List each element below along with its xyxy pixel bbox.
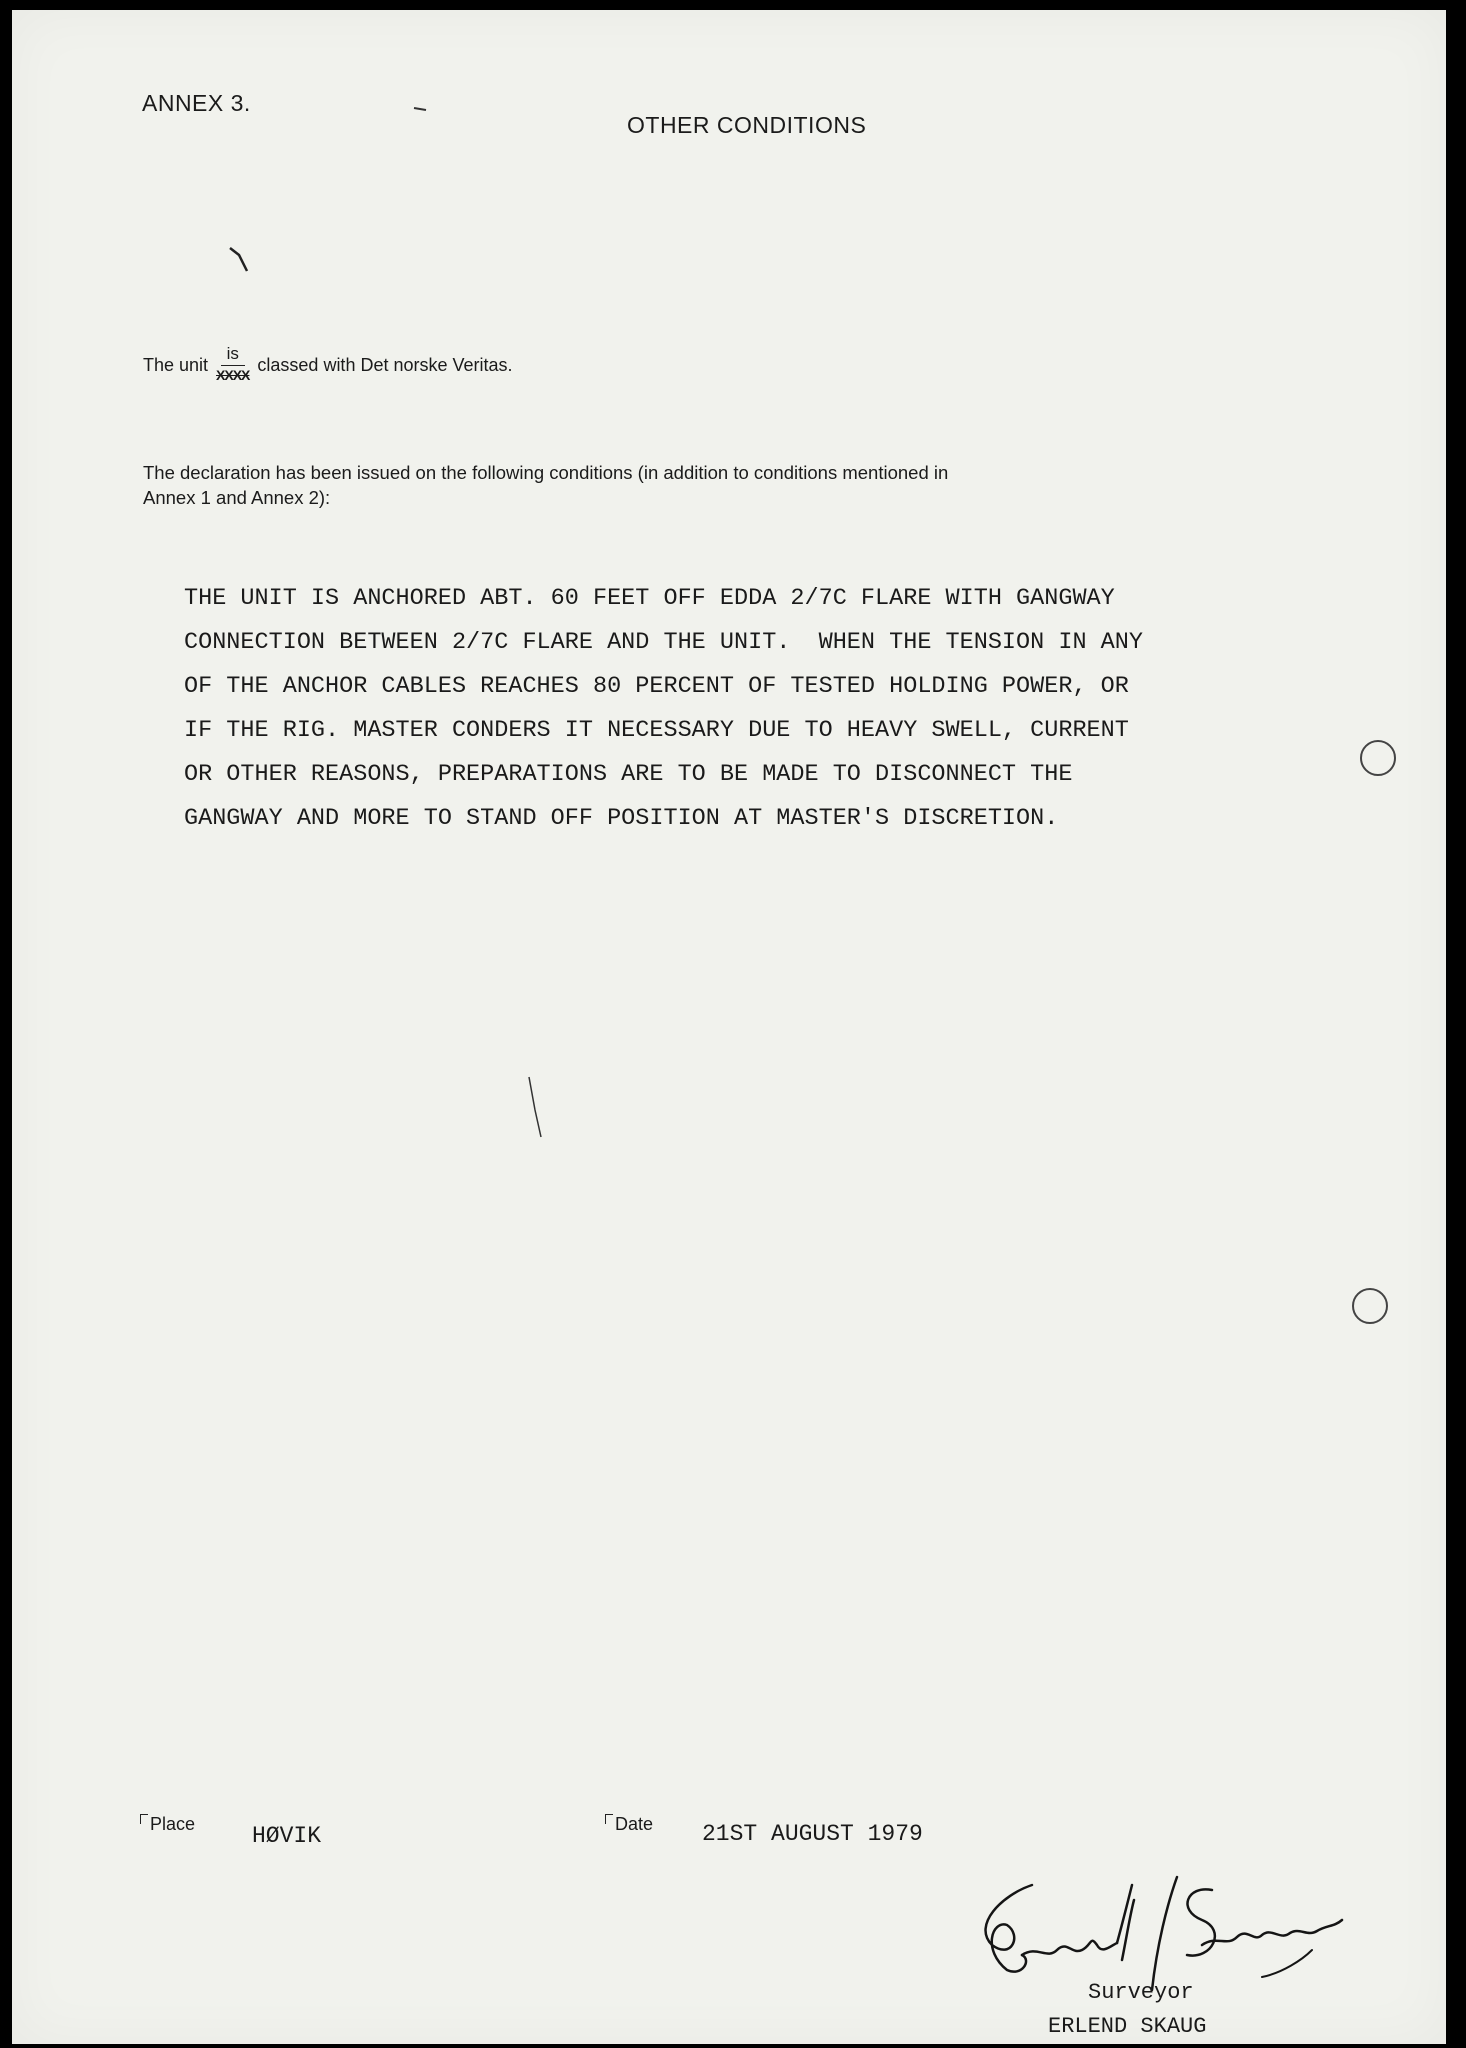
declaration-text <box>143 460 1143 510</box>
corner-mark-icon <box>140 1814 148 1824</box>
place-label <box>140 1814 195 1835</box>
unit-prefix: The unit <box>143 355 209 375</box>
date-label-text: Date <box>615 1814 654 1834</box>
corner-mark-icon <box>605 1814 613 1824</box>
unit-suffix: classed with Det norske Veritas. <box>257 355 513 375</box>
stray-mark-icon <box>227 245 257 285</box>
condition-line: OR OTHER REASONS, PREPARATIONS ARE TO BE MADE TO DISCONNECT THE <box>184 761 1073 788</box>
conditions-body <box>184 577 1414 841</box>
fraction-top: is <box>221 343 245 366</box>
condition-line: THE UNIT IS ANCHORED ABT. 60 FEET OFF EDDA 2/7C FLARE WITH GANGWAY <box>184 585 1115 612</box>
date-value: 21ST AUGUST 1979 <box>702 1821 923 1847</box>
surveyor-name: ERLEND SKAUG <box>1048 2014 1207 2039</box>
paper-sheet <box>12 10 1446 2044</box>
condition-line: OF THE ANCHOR CABLES REACHES 80 PERCENT OF TESTED HOLDING POWER, OR <box>184 673 1129 700</box>
punch-hole-icon <box>1352 1288 1388 1324</box>
place-label-text: Place <box>150 1814 196 1834</box>
stray-mark-icon <box>412 102 432 112</box>
declaration-line: Annex 1 and Annex 2): <box>143 487 331 508</box>
stray-mark-icon <box>527 1075 547 1145</box>
fraction-bottom-struck: XXXX <box>216 367 250 383</box>
condition-line: CONNECTION BETWEEN 2/7C FLARE AND THE UNIT. WHEN THE TENSION IN ANY <box>184 629 1143 656</box>
unit-fraction <box>216 343 249 384</box>
page-title: OTHER CONDITIONS <box>627 112 867 138</box>
date-label <box>605 1814 653 1835</box>
declaration-line: The declaration has been issued on the following conditions (in addition to conditions mentioned in <box>143 462 949 483</box>
condition-line: IF THE RIG. MASTER CONDERS IT NECESSARY DUE TO HEAVY SWELL, CURRENT <box>184 717 1129 744</box>
condition-line: GANGWAY AND MORE TO STAND OFF POSITION AT MASTER'S DISCRETION. <box>184 805 1059 832</box>
place-value: HØVIK <box>252 1823 322 1849</box>
surveyor-label: Surveyor <box>1088 1980 1194 2005</box>
annex-label: ANNEX 3. <box>142 90 251 116</box>
punch-hole-icon <box>1360 740 1396 776</box>
unit-class-line <box>143 345 513 386</box>
